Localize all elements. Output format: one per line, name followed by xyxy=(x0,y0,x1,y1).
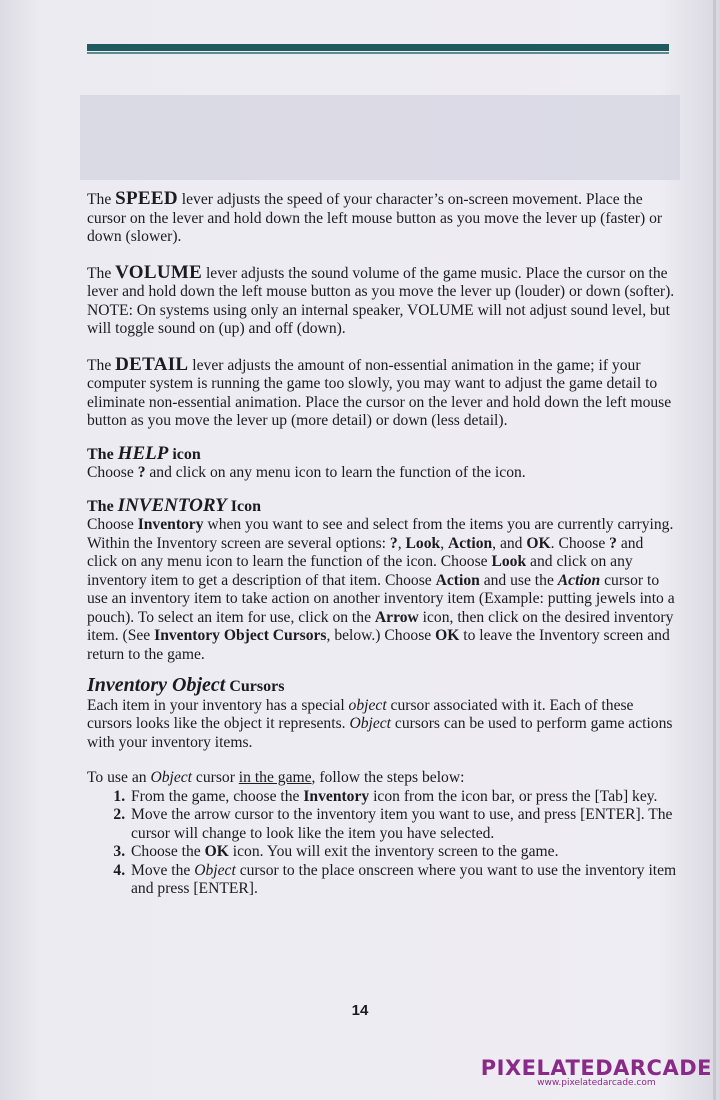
page-content xyxy=(87,190,677,899)
inventory-paragraph: Choose Inventory when you want to see and select from the items you are currently carrying. Within the Inventory screen are several options: ?, Look, Action, and OK. Choose ? and click on any menu icon to learn the function of the icon. Choose Look and click on any inventory item to get a description of that item. Choose Action and use the Action cursor to use an inventory item to take action on another inventory item (Example: putting jewels into a pouch). To select an item for use, click on the Arrow icon, then click on the desired inventory item. (See Inventory Object Cursors, below.) Choose OK to leave the Inventory screen and return to the game. xyxy=(87,516,675,663)
step-2: 2. Move the arrow cursor to the inventory item you want to use, and press [ENTER]. The cursor will change to look like the item you have selected. xyxy=(129,806,677,843)
help-paragraph: Choose ? and click on any menu icon to learn the function of the icon. xyxy=(87,464,526,481)
step-3: 3. Choose the OK icon. You will exit the inventory screen to the game. xyxy=(129,843,677,862)
watermark-logo: PIXELATEDARCADE xyxy=(480,1056,712,1080)
bleed-through-box xyxy=(80,95,680,180)
watermark xyxy=(481,1056,712,1088)
speed-keyword: SPEED xyxy=(115,188,178,209)
help-heading: The HELP icon xyxy=(87,442,201,464)
volume-paragraph: The VOLUME lever adjusts the sound volume of the game music. Place the cursor on the lever and hold down the left mouse button as you move the lever up (louder) or down (softer). NOTE: On systems using only an internal speaker, VOLUME will not adjust sound level, but will toggle sound on (up) and off (down). xyxy=(87,261,675,337)
steps-intro: To use an Object cursor in the game, follow the steps below: xyxy=(87,769,465,786)
cursors-paragraph: Each item in your inventory has a special object cursor associated with it. Each of these cursors looks like the object it represents. Object cursors can be used to perform game actions with your inventory items. xyxy=(87,696,673,751)
detail-keyword: DETAIL xyxy=(115,353,189,375)
header-rule xyxy=(87,44,669,51)
cursors-heading: Inventory Object Cursors xyxy=(87,674,285,696)
page-number: 14 xyxy=(351,1002,369,1019)
steps-list xyxy=(87,788,677,899)
help-symbol: ? xyxy=(137,464,146,481)
header-rule-thin xyxy=(87,52,669,54)
step-4: 4. Move the Object cursor to the place onscreen where you want to use the inventory item and press [ENTER]. xyxy=(129,862,677,899)
watermark-url: www.pixelatedarcade.com xyxy=(537,1078,656,1088)
volume-keyword: VOLUME xyxy=(115,261,203,283)
detail-paragraph: The DETAIL lever adjusts the amount of non-essential animation in the game; if your computer system is running the game too slowly, you may want to adjust the game detail to eliminate non-essential animation. Place the cursor on the lever and hold down the left mouse button as you move the lever up (more detail) or down (less detail). xyxy=(87,353,672,429)
step-1: 1. From the game, choose the Inventory icon from the icon bar, or press the [Tab] key. xyxy=(129,788,677,807)
page-edge xyxy=(713,0,716,1100)
speed-paragraph: The SPEED lever adjusts the speed of your character’s on-screen movement. Place the cursor on the lever and hold down the left mouse button as you move the lever up (faster) or down (slower). xyxy=(87,188,663,245)
inventory-heading: The INVENTORY Icon xyxy=(87,494,262,516)
